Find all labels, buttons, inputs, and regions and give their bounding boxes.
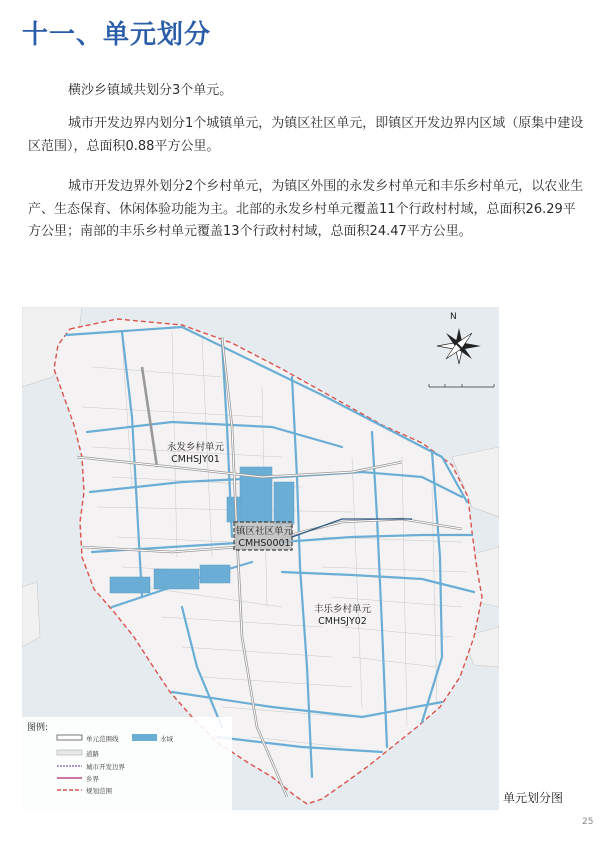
legend-swatches <box>22 717 232 810</box>
page-number: 25 <box>582 817 594 827</box>
north-label: N <box>450 312 457 322</box>
legend-dev-boundary: 城市开发边界 <box>86 763 125 771</box>
paragraph-town-unit: 城市开发边界内划分1个城镇单元，为镇区社区单元，即镇区开发边界内区域（原集中建设区范围），总面积0.88平方公里。 <box>28 116 584 154</box>
paragraph-rural-units: 城市开发边界外划分2个乡村单元，为镇区外围的永发乡村单元和丰乐乡村单元，以农业生产、生态保育、休闲体验功能为主。北部的永发乡村单元覆盖11个行政村村域，总面积26.29平方公里；南部的丰乐乡村单元覆盖13个行政村村域，总面积24.47平方公里。 <box>28 179 584 239</box>
unit-label-town: 镇区社区单元 CMHS0001 <box>236 526 294 549</box>
paragraph-summary: 横沙乡镇域共划分3个单元。 <box>68 83 233 98</box>
map-caption: 单元划分图 <box>503 791 564 805</box>
page-title: 十一、单元划分 <box>22 20 212 50</box>
unit-division-map <box>22 307 499 810</box>
legend-road: 道路 <box>86 750 99 758</box>
map-legend <box>22 717 232 810</box>
legend-water: 水域 <box>160 735 173 743</box>
legend-plan-scope: 规划范围 <box>86 787 112 795</box>
unit-label-yongfa: 永发乡村单元 CMHSJY01 <box>167 442 225 465</box>
unit-label-fengle: 丰乐乡村单元 CMHSJY02 <box>314 604 372 627</box>
legend-unit-boundary: 单元范围线 <box>86 735 119 743</box>
legend-township-line: 乡界 <box>86 775 99 783</box>
legend-title: 图例: <box>27 723 49 733</box>
